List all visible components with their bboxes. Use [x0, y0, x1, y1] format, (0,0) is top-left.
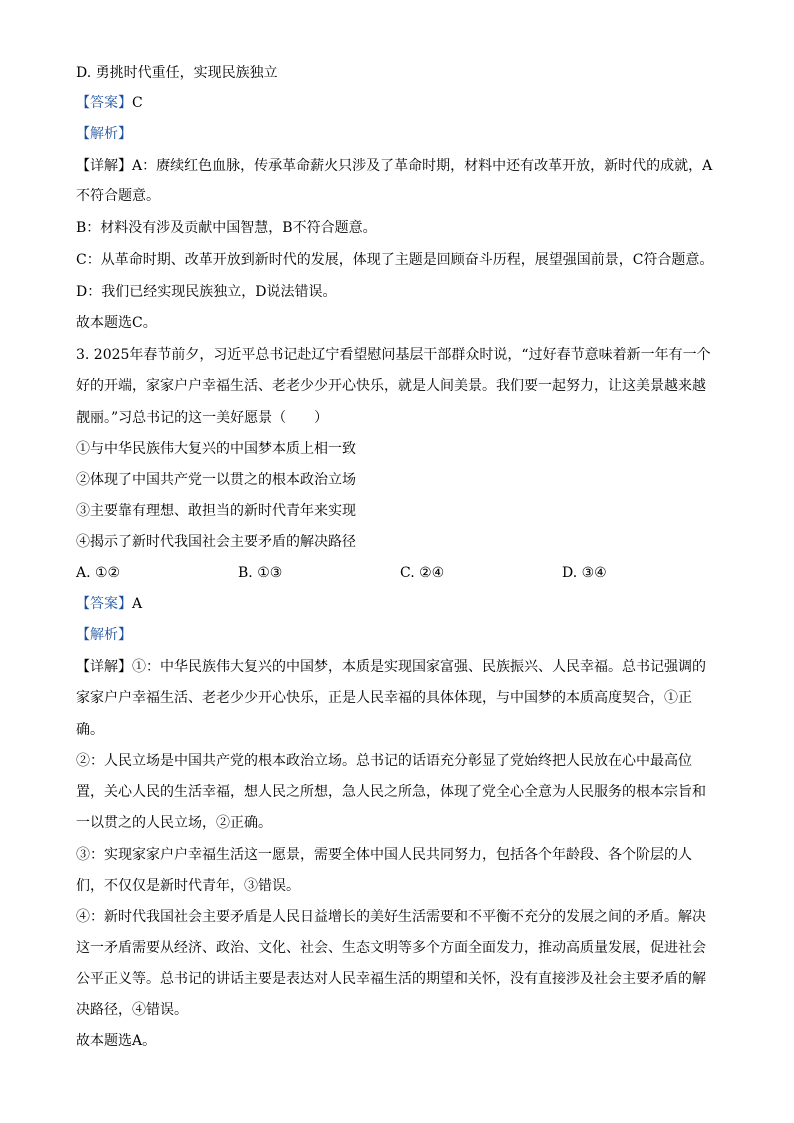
detail-tag: 【详解】 — [76, 158, 132, 174]
statement-3: ③主要靠有理想、敢担当的新时代青年来实现 — [76, 503, 356, 519]
option-c: C. ②④ — [400, 565, 445, 581]
question-stem-line: 靓丽。”习总书记的这一美好愿景（ ） — [76, 410, 329, 426]
option-d: D. ③④ — [562, 565, 607, 581]
answer-tag: 【答案】 — [76, 95, 132, 111]
question-stem-line: 3. 2025年春节前夕，习近平总书记赴辽宁看望慰问基层干部群众时说，“过好春节意味着新一年有一个 — [76, 347, 711, 363]
analysis-tag: 【解析】 — [76, 627, 132, 643]
statement-1: ①与中华民族伟大复兴的中国梦本质上相一致 — [76, 441, 356, 457]
detail-line: ②：人民立场是中国共产党的根本政治立场。总书记的话语充分彰显了党始终把人民放在心中最高位 — [76, 753, 692, 769]
question-stem-line: 好的开端，家家户户幸福生活、老老少少开心快乐，就是人间美景。我们要一起努力，让这美景越来越 — [76, 378, 706, 394]
conclusion-line: 故本题选C。 — [76, 315, 157, 331]
detail-line: ③：实现家家户户幸福生活这一愿景，需要全体中国人民共同努力，包括各个年龄段、各个阶层的人 — [76, 847, 692, 863]
detail-line: 公平正义等。总书记的讲话主要是表达对人民幸福生活的期望和关怀，没有直接涉及社会主要矛盾的解 — [76, 971, 706, 987]
detail-line: D：我们已经实现民族独立，D说法错误。 — [76, 284, 337, 300]
option-d-text: D. 勇挑时代重任，实现民族独立 — [76, 65, 278, 81]
answer-value: A — [132, 596, 143, 612]
detail-line: 置，关心人民的生活幸福，想人民之所想，急人民之所急，体现了党全心全意为人民服务的根本宗旨和 — [76, 784, 706, 800]
option-a: A. ①② — [76, 565, 121, 581]
statement-4: ④揭示了新时代我国社会主要矛盾的解决路径 — [76, 534, 356, 550]
detail-line: 决路径，④错误。 — [76, 1002, 188, 1018]
statement-2: ②体现了中国共产党一以贯之的根本政治立场 — [76, 472, 356, 488]
analysis-tag: 【解析】 — [76, 126, 132, 142]
detail-line: B：材料没有涉及贡献中国智慧，B不符合题意。 — [76, 220, 377, 236]
answer-tag: 【答案】 — [76, 596, 132, 612]
option-b: B. ①③ — [238, 565, 283, 581]
detail-line: 家家户户幸福生活、老老少少开心快乐，正是人民幸福的具体体现，与中国梦的本质高度契合，①正 — [76, 690, 692, 706]
detail-line: 们，不仅仅是新时代青年，③错误。 — [76, 878, 300, 894]
detail-text: ①：中华民族伟大复兴的中国梦，本质是实现国家富强、民族振兴、人民幸福。总书记强调的 — [132, 659, 706, 675]
answer-line-prev — [76, 93, 716, 113]
conclusion-line: 故本题选A。 — [76, 1033, 157, 1049]
analysis-line — [76, 625, 716, 645]
answer-value: C — [132, 95, 143, 111]
detail-line: 一以贯之的人民立场，②正确。 — [76, 815, 272, 831]
detail-tag: 【详解】 — [76, 659, 132, 675]
detail-line: 确。 — [76, 722, 104, 738]
detail-line: C：从革命时期、改革开放到新时代的发展，体现了主题是回顾奋斗历程，展望强国前景，C符合题意。 — [76, 252, 714, 268]
detail-line — [76, 156, 716, 176]
analysis-tag-prev — [76, 124, 716, 144]
detail-line — [76, 657, 716, 677]
detail-line: 不符合题意。 — [76, 188, 160, 204]
detail-text: A：赓续红色血脉，传承革命薪火只涉及了革命时期，材料中还有改革开放，新时代的成就，A — [132, 158, 713, 174]
detail-line: ④：新时代我国社会主要矛盾是人民日益增长的美好生活需要和不平衡不充分的发展之间的矛盾。解决 — [76, 909, 706, 925]
answer-line — [76, 594, 716, 614]
detail-line: 这一矛盾需要从经济、政治、文化、社会、生态文明等多个方面全面发力，推动高质量发展，促进社会 — [76, 940, 706, 956]
